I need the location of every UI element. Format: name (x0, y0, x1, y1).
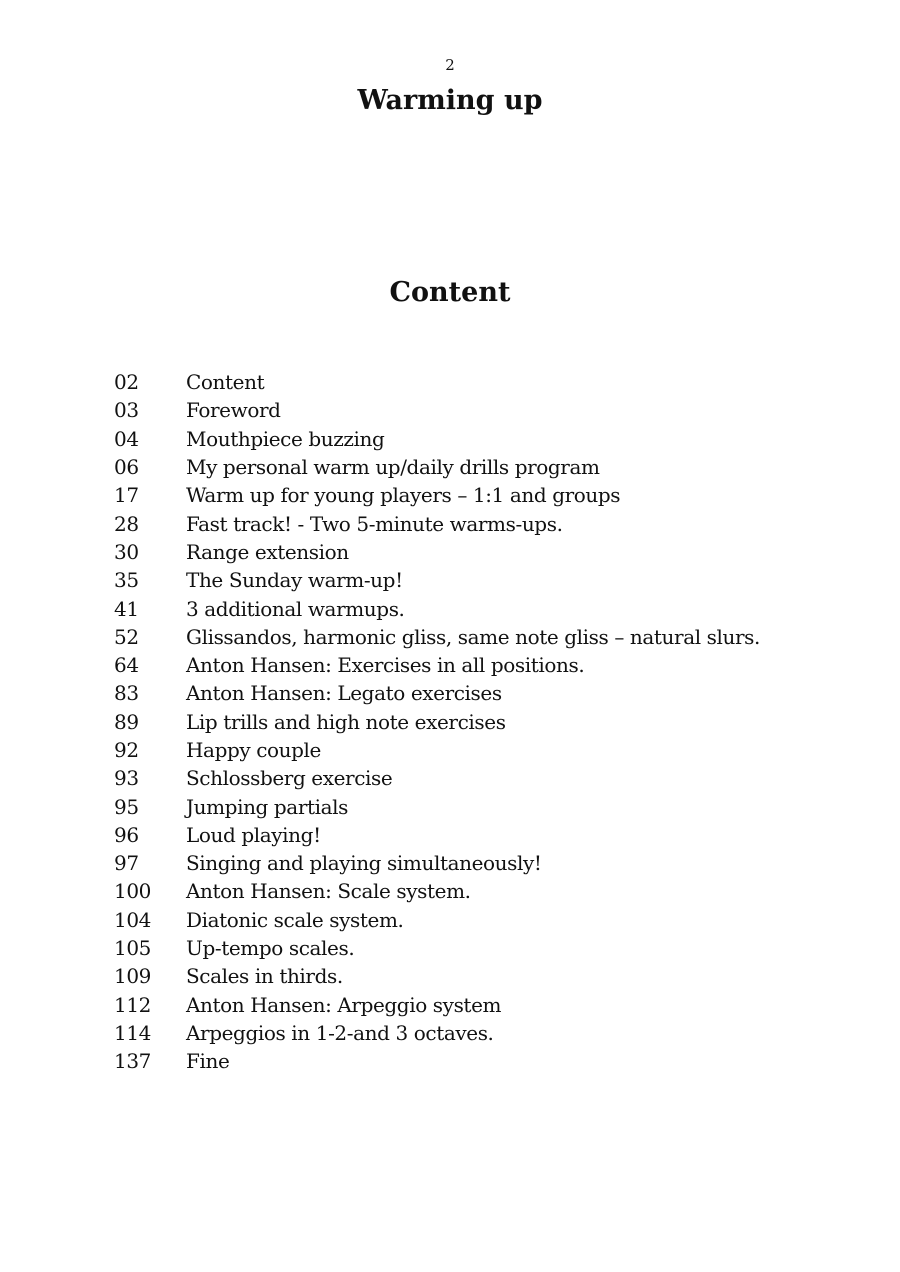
toc-entry-title: Foreword (186, 398, 281, 423)
toc-entry-title: Fine (186, 1049, 230, 1074)
toc-entry (114, 1047, 854, 1075)
toc-page-number: 64 (114, 653, 139, 678)
toc-page-number: 92 (114, 738, 139, 762)
toc-entry (114, 877, 854, 905)
toc-entry (114, 679, 854, 707)
toc-entry-title: Warm up for young players – 1:1 and groups (186, 483, 621, 508)
toc-page-number: 93 (114, 766, 139, 791)
table-of-contents (114, 368, 854, 1075)
toc-page-number: 28 (114, 511, 139, 536)
toc-page-number: 30 (114, 539, 139, 564)
page-number: 2 (445, 56, 455, 74)
toc-entry (114, 594, 854, 622)
toc-entry-title: Anton Hansen: Exercises in all positions. (186, 653, 585, 678)
toc-entry-title: Anton Hansen: Scale system. (186, 879, 471, 904)
toc-entry-title: 3 additional warmups. (186, 596, 405, 621)
toc-page-number: 95 (114, 794, 139, 819)
toc-entry-title: Up-tempo scales. (186, 936, 355, 961)
toc-entry-title: Mouthpiece buzzing (186, 426, 385, 451)
toc-entry (114, 396, 854, 424)
toc-page-number: 105 (114, 936, 151, 961)
toc-entry (114, 538, 854, 566)
section-title: Content (389, 277, 511, 308)
toc-entry-title: Anton Hansen: Arpeggio system (186, 992, 502, 1017)
toc-entry (114, 566, 854, 594)
toc-page-number: 02 (114, 370, 139, 395)
toc-entry (114, 651, 854, 679)
toc-entry (114, 453, 854, 481)
toc-entry (114, 991, 854, 1019)
toc-entry (114, 623, 854, 651)
toc-entry (114, 708, 854, 736)
toc-entry-title: Singing and playing simultaneously! (186, 851, 542, 876)
toc-page-number: 104 (114, 907, 151, 932)
toc-page-number: 04 (114, 426, 139, 451)
toc-entry-title: Schlossberg exercise (186, 766, 393, 791)
toc-entry (114, 736, 854, 764)
toc-page-number: 114 (114, 1020, 151, 1045)
toc-entry-title: Anton Hansen: Legato exercises (186, 681, 502, 706)
toc-entry-title: Glissandos, harmonic gliss, same note gliss – natural slurs. (186, 624, 760, 649)
toc-entry-title: My personal warm up/daily drills program (186, 455, 600, 480)
toc-entry (114, 509, 854, 537)
toc-entry-title: Arpeggios in 1-2-and 3 octaves. (186, 1020, 494, 1045)
toc-page-number: 109 (114, 964, 151, 989)
document-title: Warming up (357, 85, 543, 116)
toc-entry-title: Fast track! - Two 5-minute warms-ups. (186, 511, 563, 536)
toc-page-number: 35 (114, 568, 139, 593)
toc-entry (114, 934, 854, 962)
toc-entry (114, 1019, 854, 1047)
toc-page-number: 83 (114, 681, 139, 706)
toc-entry (114, 821, 854, 849)
toc-page-number: 112 (114, 992, 151, 1017)
toc-entry-title: Range extension (186, 539, 349, 564)
toc-entry (114, 849, 854, 877)
toc-entry (114, 425, 854, 453)
toc-page-number: 41 (114, 596, 139, 621)
toc-entry (114, 962, 854, 990)
toc-page-number: 97 (114, 851, 139, 876)
toc-page-number: 89 (114, 709, 139, 734)
toc-page-number: 06 (114, 455, 139, 480)
toc-entry-title: Content (186, 370, 265, 395)
toc-entry-title: Lip trills and high note exercises (186, 709, 506, 734)
toc-entry (114, 792, 854, 820)
toc-page-number: 100 (114, 879, 151, 904)
toc-entry-title: The Sunday warm-up! (186, 568, 403, 593)
toc-entry-title: Jumping partials (186, 794, 349, 819)
toc-page-number: 17 (114, 483, 139, 508)
toc-entry-title: Scales in thirds. (186, 964, 343, 989)
toc-entry (114, 906, 854, 934)
toc-entry-title: Diatonic scale system. (186, 907, 404, 932)
toc-entry (114, 481, 854, 509)
toc-page-number: 96 (114, 822, 139, 847)
toc-entry (114, 764, 854, 792)
toc-entry-title: Loud playing! (186, 822, 321, 847)
toc-page-number: 52 (114, 624, 139, 649)
toc-page-number: 03 (114, 398, 139, 423)
toc-entry-title: Happy couple (186, 738, 321, 762)
toc-page-number: 137 (114, 1049, 151, 1074)
toc-entry (114, 368, 854, 396)
